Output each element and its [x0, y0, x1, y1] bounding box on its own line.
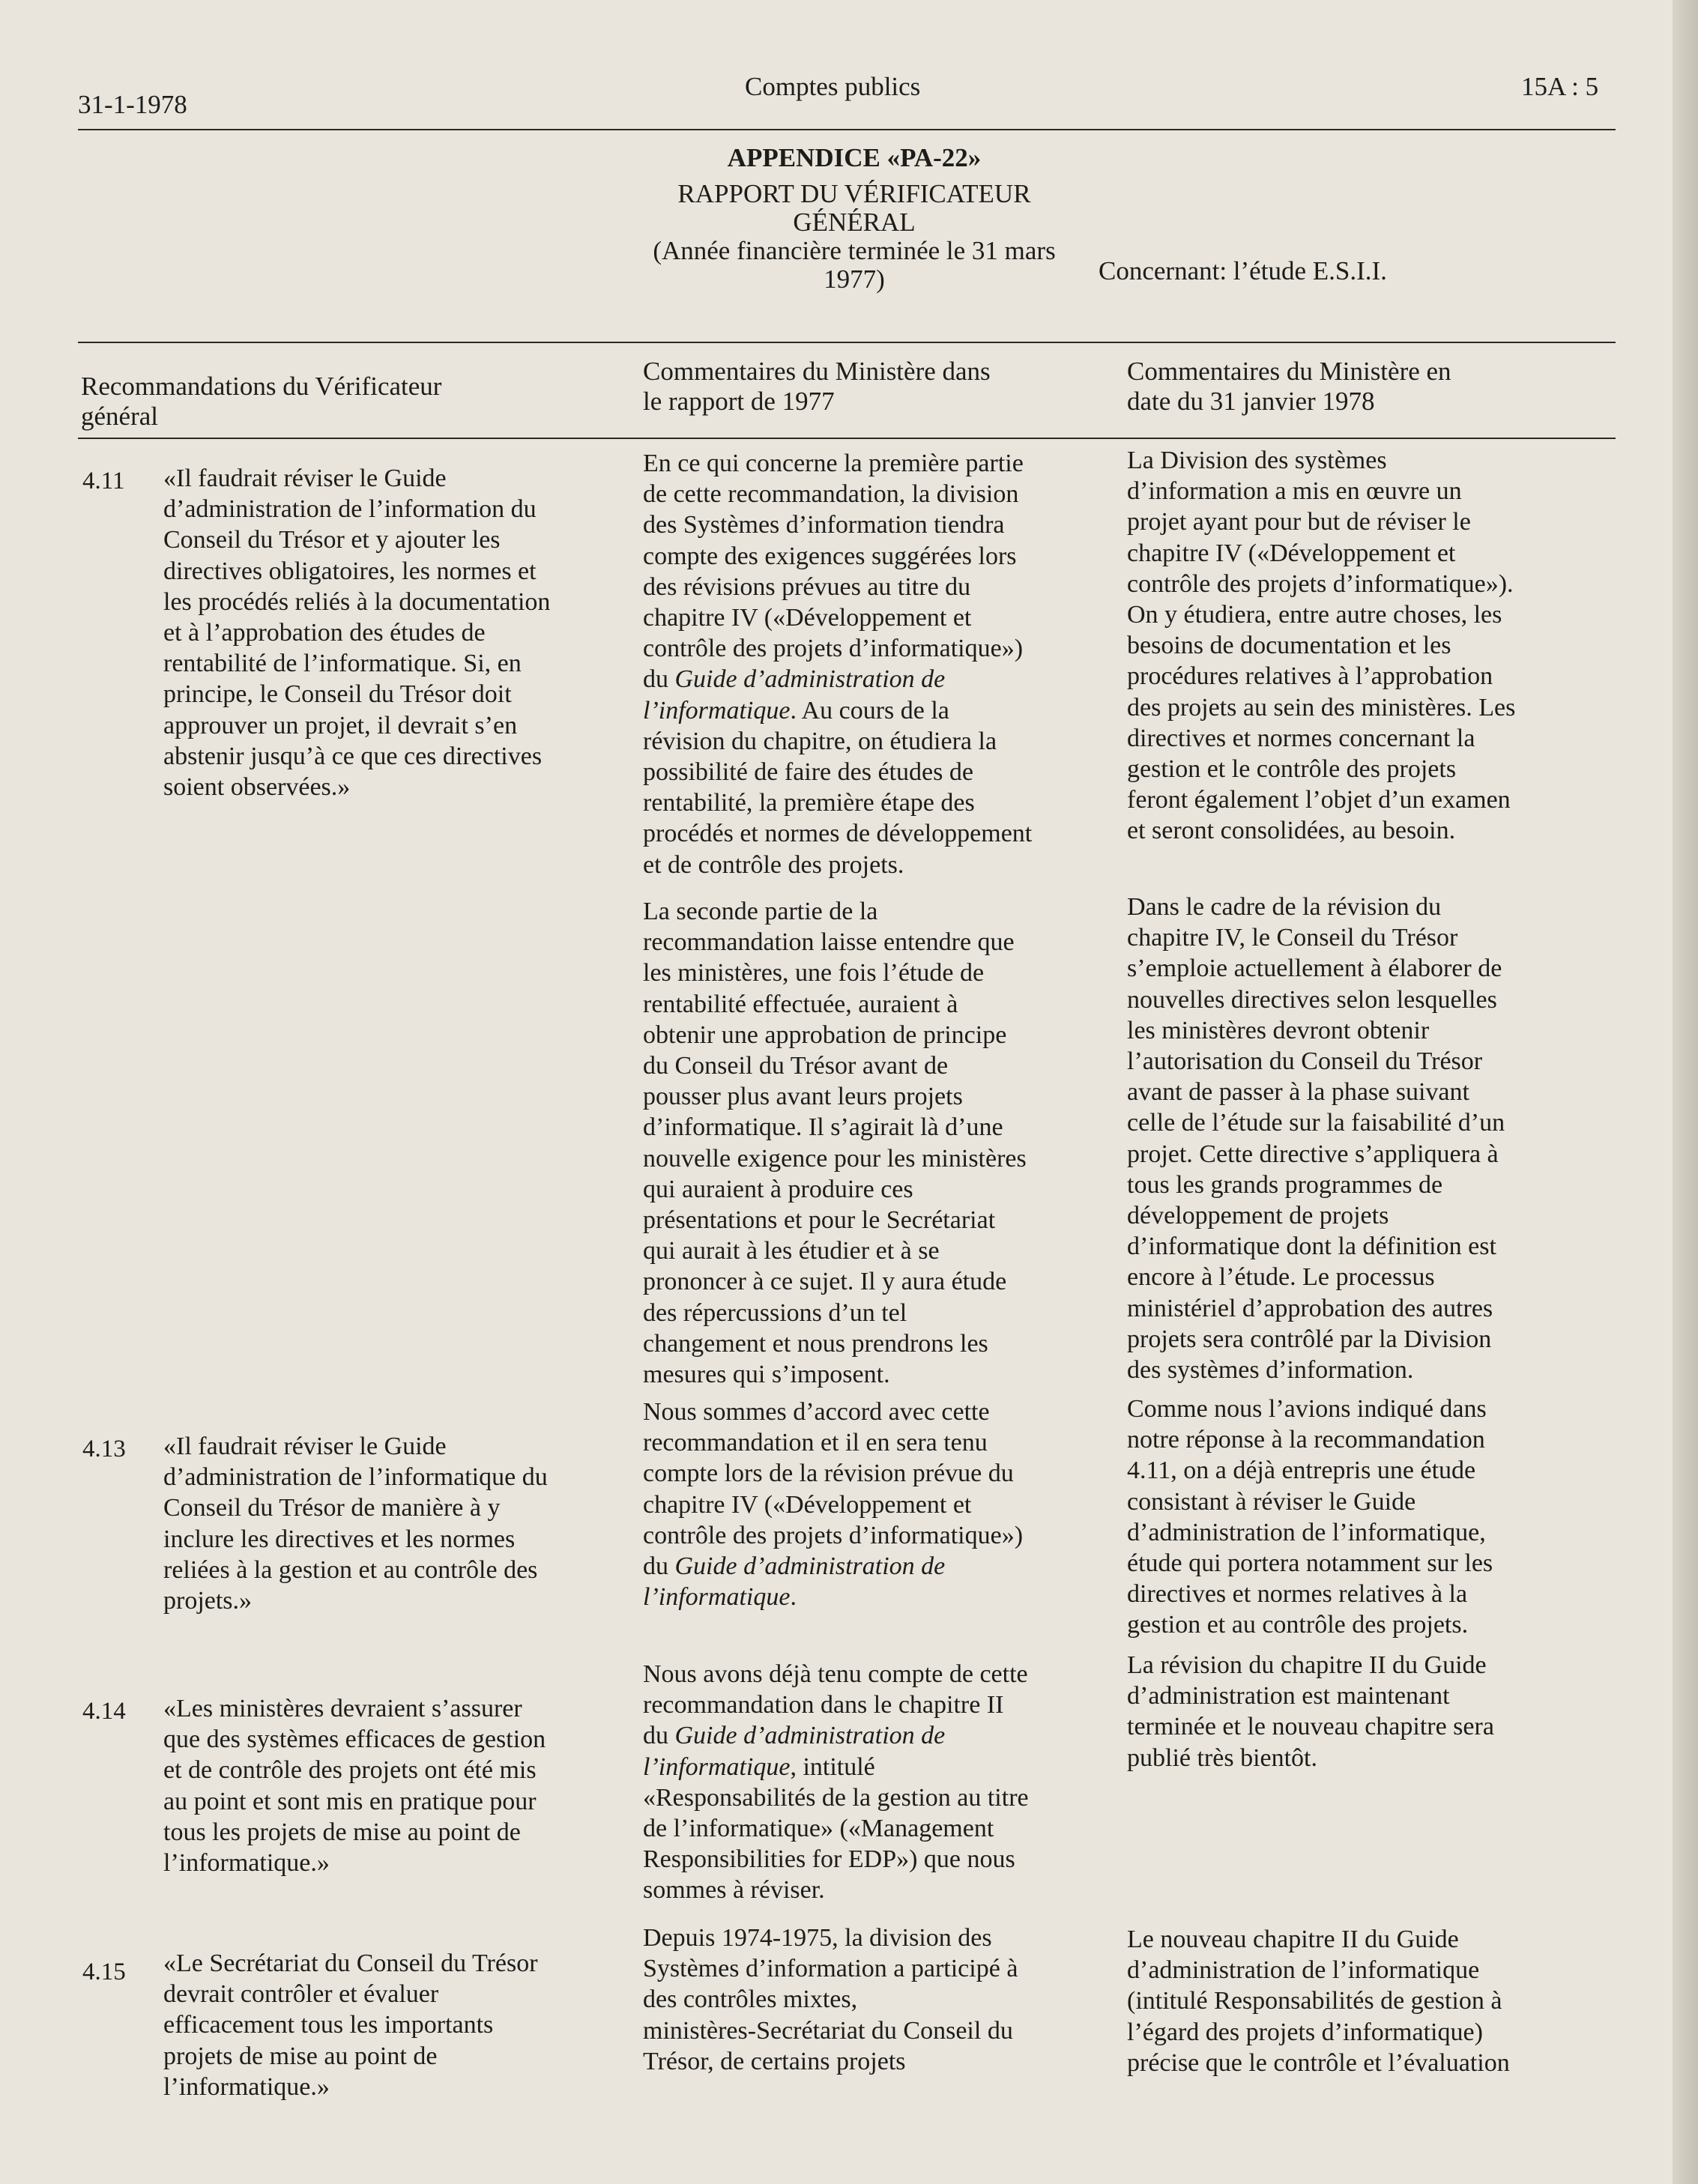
recommendation-number: 4.14	[82, 1698, 126, 1725]
comment-1977-paragraph: La seconde partie de la recommandation laisse entendre que les ministères, une fois l’étude de rentabilité effectuée, auraient à obtenir une approbation de principe du Conseil du Trésor avant de pousser plus avant leurs projets d’informatique. Il s’agirait là d’une nouvelle exigence pour les ministères qui auraient à produire ces présentations et pour le Secrétariat qui aurait à les étudier et à se prononcer à ce sujet. Il y aura étude des répercussions d’un tel changement et nous prendrons les mesures qui s’imposent.	[643, 898, 1027, 1389]
header-rule	[78, 129, 1616, 130]
column-heading-recommendations: Recommandations du Vérificateur général	[81, 372, 442, 431]
recommendation-number: 4.13	[82, 1436, 126, 1462]
fiscal-year-line-1: (Année financière terminée le 31 mars	[653, 236, 1056, 265]
fiscal-year-line-2: 1977)	[824, 264, 885, 294]
column-heading-comments-1978: Commentaires du Ministère en date du 31 janvier 1978	[1127, 357, 1451, 416]
recommendation-number: 4.15	[82, 1958, 126, 1985]
comment-1978-paragraph: Comme nous l’avions indiqué dans notre réponse à la recommandation 4.11, on a déjà entrepris une étude consistant à réviser le Guide d’administration de l’informatique, étude qui portera notamment sur les directives et normes relatives à la gestion et au contrôle des projets.	[1127, 1395, 1493, 1639]
comment-1977-paragraph: En ce qui concerne la première partie de cette recommandation, la division des Systèmes d’information tiendra compte des exigences suggérées lors des révisions prévues au titre du chapitre IV («Développement et contrôle des projets d’informatique») du Guide d’administration de l’informatique. Au cours de la révision du chapitre, on étudiera la possibilité de faire des études de rentabilité, la première étape des procédés et normes de développement et de contrôle des projets.	[643, 450, 1033, 879]
comment-1978-paragraph: La Division des systèmes d’information a mis en œuvre un projet ayant pour but de réviser le chapitre IV («Développement et contrôle des projets d’informatique»). On y étudiera, entre autre choses, les besoins de documentation et les procédures relatives à l’approbation des projets au sein des ministères. Les directives et normes concernant la gestion et le contrôle des projets feront également l’objet d’un examen et seront consolidées, au besoin.	[1127, 447, 1516, 845]
appendix-subtitle-1: RAPPORT DU VÉRIFICATEUR	[677, 179, 1031, 208]
header-date: 31-1-1978	[78, 90, 187, 119]
recommendation-text: «Il faudrait réviser le Guide d’administration de l’information du Conseil du Trésor et y ajouter les directives obligatoires, les normes et les procédés reliés à la documentation et à l’approbation des études de rentabilité de l’informatique. Si, en principe, le Conseil du Trésor doit approuver un projet, il devrait s’en abstenir jusqu’à ce que ces directives soient observées.»	[163, 465, 551, 802]
comment-1977-paragraph: Nous sommes d’accord avec cette recommandation et il en sera tenu compte lors de la révision prévue du chapitre IV («Développement et contrôle des projets d’informatique») du Guide d’administration de l’informatique.	[643, 1398, 1024, 1612]
column-heading-rule	[78, 438, 1616, 439]
title-rule	[78, 342, 1616, 343]
header-page-number: 15A : 5	[1521, 72, 1599, 101]
comment-1977-paragraph: Nous avons déjà tenu compte de cette recommandation dans le chapitre II du Guide d’administration de l’informatique, intitulé «Responsabilités de la gestion au titre de l’informatique» («Management Responsibilities for EDP») que nous sommes à réviser.	[643, 1660, 1029, 1905]
recommendation-number: 4.11	[82, 468, 125, 494]
column-heading-comments-1977: Commentaires du Ministère dans le rapport de 1977	[643, 357, 991, 416]
recommendation-text: «Il faudrait réviser le Guide d’administration de l’informatique du Conseil du Trésor de manière à y inclure les directives et les normes reliées à la gestion et au contrôle des projets.»	[163, 1433, 548, 1615]
comment-1978-paragraph: La révision du chapitre II du Guide d’administration est maintenant terminée et le nouveau chapitre sera publié très bientôt.	[1127, 1651, 1494, 1772]
concerning-line: Concernant: l’étude E.S.I.I.	[1099, 256, 1387, 285]
recommendation-text: «Le Secrétariat du Conseil du Trésor devrait contrôler et évaluer efficacement tous les importants projets de mise au point de l’informatique.»	[163, 1949, 538, 2101]
appendix-title: APPENDICE «PA-22»	[727, 143, 982, 172]
comment-1978-paragraph: Le nouveau chapitre II du Guide d’administration de l’informatique (intitulé Responsabilités de gestion à l’égard des projets d’informatique) précise que le contrôle et l’évaluation	[1127, 1926, 1510, 2077]
comment-1977-paragraph: Depuis 1974-1975, la division des Systèmes d’information a participé à des contrôles mixtes, ministères-Secrétariat du Conseil du Trésor, de certains projets	[643, 1924, 1018, 2075]
appendix-subtitle-2: GÉNÉRAL	[793, 208, 916, 237]
appendix-title-block	[607, 144, 1102, 294]
header-title: Comptes publics	[745, 72, 921, 101]
comment-1978-paragraph: Dans le cadre de la révision du chapitre IV, le Conseil du Trésor s’emploie actuellement à élaborer de nouvelles directives selon lesquelles les ministères devront obtenir l’autorisation du Conseil du Trésor avant de passer à la phase suivant celle de l’étude sur la faisabilité d’un projet. Cette directive s’appliquera à tous les grands programmes de développement de projets d’informatique dont la définition est encore à l’étude. Le processus ministériel d’approbation des autres projets sera contrôlé par la Division des systèmes d’information.	[1127, 893, 1505, 1385]
page-edge	[1673, 0, 1698, 2184]
recommendation-text: «Les ministères devraient s’assurer que des systèmes efficaces de gestion et de contrôle des projets ont été mis au point et sont mis en pratique pour tous les projets de mise au point de l’informatique.»	[163, 1695, 546, 1878]
